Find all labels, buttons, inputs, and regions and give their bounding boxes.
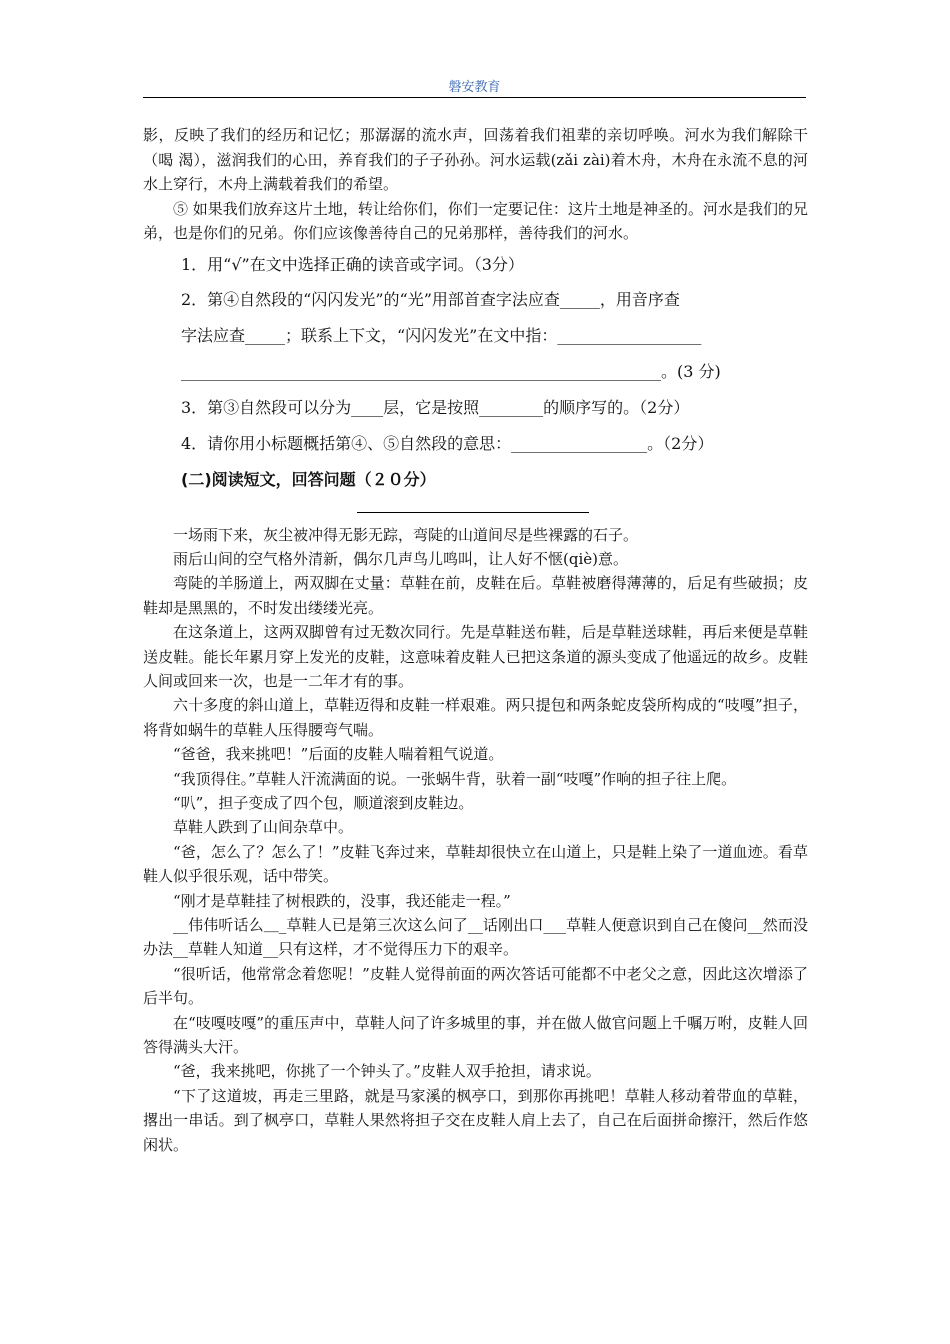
passage-paragraph: ⑤ 如果我们放弃这片土地，转让给你们，你们一定要记住：这片土地是神圣的。河水是我们的兄弟，也是你们的兄弟。你们应该像善待自己的兄弟那样，善待我们的河水。 bbox=[143, 199, 808, 242]
story-paragraph: 在这条道上，这两双脚曾有过无数次同行。先是草鞋送布鞋，后是草鞋送球鞋，再后来便是草鞋送皮鞋。能长年累月穿上发光的皮鞋，这意味着皮鞋人已把这条道的源头变成了他遥远的故乡。皮鞋人间或回来一次，也是一二年才有的事。 bbox=[143, 623, 808, 690]
page-header: 磐安教育 bbox=[143, 76, 806, 98]
story-paragraph: __伟伟听话么＿_草鞋人已是第三次这么问了__话刚出口___草鞋人便意识到自己在傻问__然而没办法__草鞋人知道__只有这样，才不觉得压力下的艰辛。 bbox=[143, 916, 808, 959]
story-paragraph: “爸，怎么了？怎么了！”皮鞋飞奔过来，草鞋却很快立在山道上，只是鞋上染了一道血迹。看草鞋人似乎很乐观，话中带笑。 bbox=[143, 842, 808, 886]
question-1: 1．用“√”在文中选择正确的读音或字词。（3分） bbox=[181, 254, 524, 274]
story-paragraph: “爸，我来挑吧，你挑了一个钟头了。”皮鞋人双手抢担，请求说。 bbox=[173, 1062, 601, 1081]
story-paragraph: “下了这道坡，再走三里路，就是马家溪的枫亭口，到那你再挑吧！草鞋人移动着带血的草鞋，撂出一串话。到了枫亭口，草鞋人果然将担子交在皮鞋人肩上去了，自己在后面拼命擦汗，然后作悠闲状。 bbox=[143, 1086, 808, 1154]
document-body bbox=[143, 123, 808, 1157]
story-paragraph: “叭”，担子变成了四个包，顺道滚到皮鞋边。 bbox=[173, 793, 474, 812]
story-paragraph: “很听话，他常常念着您呢！”皮鞋人觉得前面的两次答话可能都不中老父之意，因此这次增添了后半句。 bbox=[143, 964, 808, 1008]
question-3: 3．第③自然段可以分为____层，它是按照________的顺序写的。（2分） bbox=[181, 397, 690, 417]
story-text bbox=[143, 523, 808, 1158]
story-paragraph: “刚才是草鞋挂了树根跌的，没事，我还能走一程。” bbox=[173, 891, 511, 910]
question-2-line-1: 2．第④自然段的“闪闪发光”的“光”用部首查字法应查_____，用音序查 bbox=[181, 289, 680, 309]
story-paragraph: 草鞋人跌到了山间杂草中。 bbox=[173, 818, 354, 837]
title-blank-line bbox=[357, 512, 589, 513]
section-2-heading: (二)阅读短文，回答问题（２０分） bbox=[181, 469, 436, 489]
passage-paragraph: 影，反映了我们的经历和记忆；那潺潺的流水声，回荡着我们祖辈的亲切呼唤。河水为我们解除干（喝 渴），滋润我们的心田，养育我们的子子孙孙。河水运载(zǎi zài)着木舟，木舟在永流不息的河水上穿行，木舟上满载着我们的希望。 bbox=[143, 126, 808, 193]
story-paragraph: “我顶得住。”草鞋人汗流满面的说。一张蜗牛背，驮着一副“吱嘎”作响的担子往上爬。 bbox=[173, 769, 737, 788]
story-paragraph: 在“吱嘎吱嘎”的重压声中，草鞋人问了许多城里的事，并在做人做官问题上千嘱万咐，皮鞋人回答得满头大汗。 bbox=[143, 1013, 808, 1057]
story-paragraph: 雨后山间的空气格外清新，偶尔几声鸟儿鸣叫，让人好不惬(qiè)意。 bbox=[173, 549, 628, 568]
story-paragraph: “爸爸，我来挑吧！”后面的皮鞋人喘着粗气说道。 bbox=[173, 745, 504, 764]
question-2-line-3: ____________________________________________________________。(3 分) bbox=[181, 361, 721, 381]
question-2-line-2: 字法应查_____；联系上下文，“闪闪发光”在文中指：__________________ bbox=[181, 325, 702, 345]
question-4: 4．请你用小标题概括第④、⑤自然段的意思：_________________。（2分） bbox=[181, 433, 714, 453]
story-paragraph: 六十多度的斜山道上，草鞋迈得和皮鞋一样艰难。两只提包和两条蛇皮袋所构成的“吱嘎”担子，将背如蜗牛的草鞋人压得腰弯气喘。 bbox=[143, 696, 808, 739]
story-paragraph: 弯陡的羊肠道上，两双脚在丈量：草鞋在前，皮鞋在后。草鞋被磨得薄薄的，后足有些破损；皮鞋却是黑黑的，不时发出缕缕光亮。 bbox=[143, 574, 808, 617]
story-paragraph: 一场雨下来，灰尘被冲得无影无踪，弯陡的山道间尽是些裸露的石子。 bbox=[173, 525, 639, 544]
